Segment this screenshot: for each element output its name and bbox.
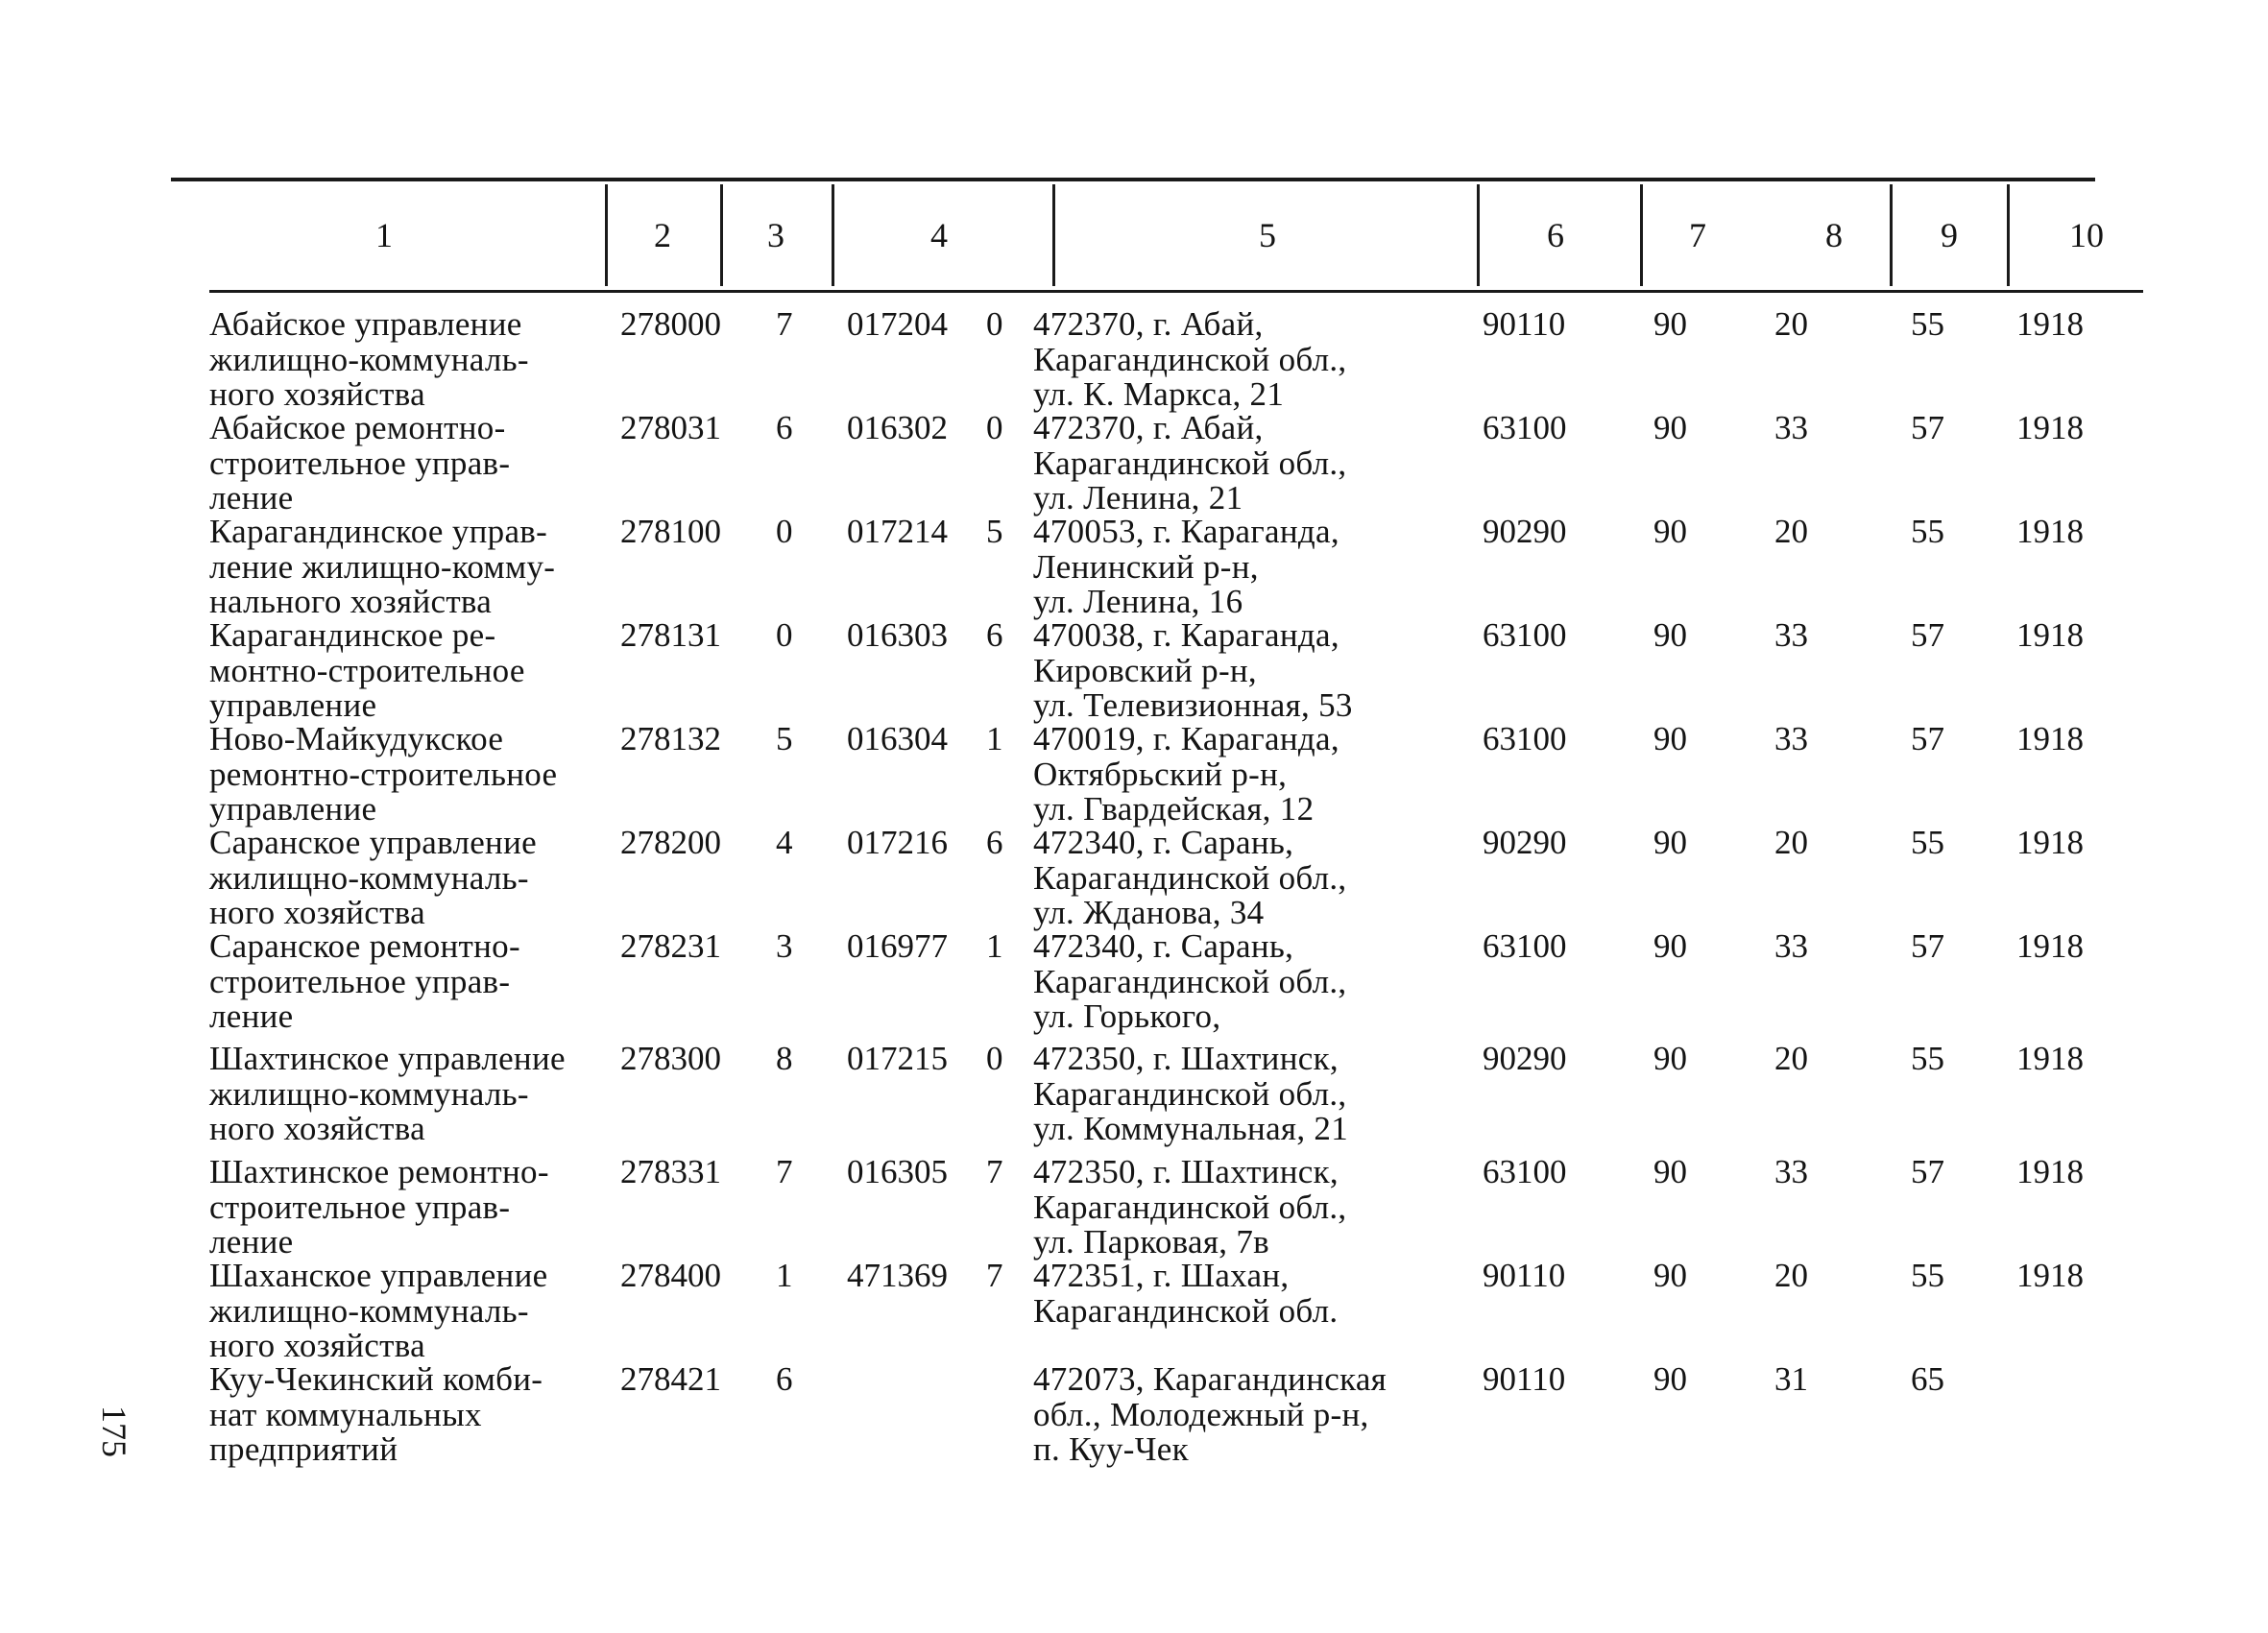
column-6-cell: 90110 <box>1483 1360 1566 1398</box>
code-cell: 278100 <box>620 513 721 550</box>
column-10-cell: 1918 <box>2016 824 2084 861</box>
address <box>1033 307 1347 413</box>
address-line: ул. Ленина, 21 <box>1033 479 1243 516</box>
address <box>1033 618 1353 724</box>
column-header-7: 7 <box>1689 216 1706 254</box>
address <box>1033 515 1339 620</box>
address-line: Ленинский р-н, <box>1033 547 1259 586</box>
address <box>1033 1259 1338 1329</box>
column-7-cell: 90 <box>1653 616 1687 654</box>
organization-name <box>209 1155 549 1261</box>
okonh-code-cell: 016977 <box>847 927 948 965</box>
organization-name <box>209 929 520 1035</box>
organization-name-line: ремонтно-строительное <box>209 755 558 793</box>
organization-name <box>209 1042 566 1147</box>
code-cell: 278200 <box>620 824 721 861</box>
organization-name-line: ного хозяйства <box>209 375 425 413</box>
column-7-cell: 90 <box>1653 1040 1687 1077</box>
okonh-digit-cell: 7 <box>986 1257 1003 1294</box>
column-6-cell: 90290 <box>1483 824 1567 861</box>
organization-name-line: предприятий <box>209 1430 398 1468</box>
organization-name-line: управление <box>209 686 377 724</box>
address-line: Карагандинской обл., <box>1033 962 1347 1000</box>
code-cell: 278000 <box>620 305 721 343</box>
column-6-cell: 63100 <box>1483 616 1567 654</box>
organization-name <box>209 826 537 931</box>
column-9-cell: 55 <box>1911 1257 1944 1294</box>
organization-name-line: Абайское ремонтно- <box>209 409 506 446</box>
address-line: Карагандинской обл., <box>1033 340 1347 378</box>
column-9-cell: 57 <box>1911 616 1944 654</box>
column-6-cell: 90290 <box>1483 1040 1567 1077</box>
address-line: ул. К. Маркса, 21 <box>1033 375 1285 413</box>
address <box>1033 929 1347 1035</box>
address-line: 472370, г. Абай, <box>1033 409 1264 446</box>
column-6-cell: 63100 <box>1483 409 1567 446</box>
organization-name-line: Куу-Чекинский комби- <box>209 1360 543 1398</box>
organization-name-line: Абайское управление <box>209 305 522 343</box>
address <box>1033 411 1347 516</box>
code-cell: 278300 <box>620 1040 721 1077</box>
column-10-cell: 1918 <box>2016 1257 2084 1294</box>
column-header-6: 6 <box>1547 216 1564 254</box>
column-10-cell: 1918 <box>2016 1040 2084 1077</box>
organization-name-line: ление <box>209 479 294 516</box>
column-8-cell: 33 <box>1774 1153 1808 1190</box>
column-header-5: 5 <box>1259 216 1276 254</box>
address-line: ул. Парковая, 7в <box>1033 1223 1269 1261</box>
code-cell: 278132 <box>620 720 721 757</box>
header-separator <box>605 184 608 286</box>
address-line: Карагандинской обл., <box>1033 858 1347 897</box>
column-8-cell: 33 <box>1774 409 1808 446</box>
organization-name <box>209 307 529 413</box>
organization-name-line: Шахтинское ремонтно- <box>209 1153 549 1190</box>
column-7-cell: 90 <box>1653 720 1687 757</box>
address <box>1033 722 1339 828</box>
organization-name-line: строительное управ- <box>209 962 511 1000</box>
column-8-cell: 33 <box>1774 616 1808 654</box>
column-7-cell: 90 <box>1653 824 1687 861</box>
column-6-cell: 90110 <box>1483 305 1566 343</box>
page-number: 175 <box>95 1405 133 1457</box>
address-line: п. Куу-Чек <box>1033 1430 1189 1468</box>
check-digit-cell: 7 <box>776 305 793 343</box>
column-10-cell: 1918 <box>2016 720 2084 757</box>
organization-name-line: Саранское управление <box>209 824 537 861</box>
okonh-digit-cell: 0 <box>986 305 1003 343</box>
organization-name <box>209 515 555 620</box>
organization-name-line: строительное управ- <box>209 444 511 482</box>
column-header-10: 10 <box>2069 216 2104 254</box>
organization-name-line: нат коммунальных <box>209 1395 482 1433</box>
okonh-code-cell: 017216 <box>847 824 948 861</box>
address-line: Карагандинской обл., <box>1033 444 1347 482</box>
check-digit-cell: 4 <box>776 824 793 861</box>
column-10-cell: 1918 <box>2016 1153 2084 1190</box>
check-digit-cell: 6 <box>776 1360 793 1398</box>
address-line: Карагандинской обл., <box>1033 1074 1347 1113</box>
okonh-code-cell: 017214 <box>847 513 948 550</box>
organization-name-line: Шаханское управление <box>209 1257 548 1294</box>
column-8-cell: 20 <box>1774 1040 1808 1077</box>
okonh-digit-cell: 6 <box>986 616 1003 654</box>
table-top-rule <box>171 178 2095 181</box>
organization-name-line: ление <box>209 1223 294 1261</box>
column-8-cell: 33 <box>1774 927 1808 965</box>
organization-name <box>209 411 510 516</box>
column-9-cell: 55 <box>1911 824 1944 861</box>
organization-name-line: Ново-Майкудукское <box>209 720 504 757</box>
column-10-cell: 1918 <box>2016 616 2084 654</box>
organization-name-line: строительное управ- <box>209 1188 511 1226</box>
header-separator <box>2007 184 2010 286</box>
check-digit-cell: 7 <box>776 1153 793 1190</box>
okonh-code-cell: 016302 <box>847 409 948 446</box>
check-digit-cell: 3 <box>776 927 793 965</box>
organization-name-line: Карагандинское ре- <box>209 616 496 654</box>
organization-name-line: жилищно-коммуналь- <box>209 1074 529 1113</box>
okonh-code-cell: 016303 <box>847 616 948 654</box>
check-digit-cell: 0 <box>776 616 793 654</box>
address <box>1033 1042 1348 1147</box>
column-header-8: 8 <box>1825 216 1843 254</box>
address-line: ул. Ленина, 16 <box>1033 583 1243 620</box>
column-9-cell: 65 <box>1911 1360 1944 1398</box>
header-separator <box>1640 184 1643 286</box>
column-9-cell: 57 <box>1911 720 1944 757</box>
column-8-cell: 31 <box>1774 1360 1808 1398</box>
organization-name-line: ного хозяйства <box>209 1110 425 1147</box>
column-header-2: 2 <box>654 216 671 254</box>
okonh-digit-cell: 5 <box>986 513 1003 550</box>
column-7-cell: 90 <box>1653 927 1687 965</box>
code-cell: 278131 <box>620 616 721 654</box>
organization-name-line: Шахтинское управление <box>209 1040 566 1077</box>
check-digit-cell: 1 <box>776 1257 793 1294</box>
address-line: 472351, г. Шахан, <box>1033 1257 1290 1294</box>
column-8-cell: 20 <box>1774 305 1808 343</box>
address-line: ул. Жданова, 34 <box>1033 894 1265 931</box>
column-6-cell: 63100 <box>1483 1153 1567 1190</box>
column-8-cell: 20 <box>1774 1257 1808 1294</box>
column-10-cell: 1918 <box>2016 927 2084 965</box>
okonh-code-cell: 017204 <box>847 305 948 343</box>
check-digit-cell: 5 <box>776 720 793 757</box>
okonh-digit-cell: 0 <box>986 1040 1003 1077</box>
header-bottom-rule <box>209 290 2143 293</box>
organization-name <box>209 1362 543 1468</box>
column-6-cell: 90110 <box>1483 1257 1566 1294</box>
address-line: Октябрьский р-н, <box>1033 755 1288 793</box>
column-9-cell: 57 <box>1911 927 1944 965</box>
organization-name-line: Карагандинское управ- <box>209 513 548 550</box>
column-9-cell: 57 <box>1911 1153 1944 1190</box>
column-7-cell: 90 <box>1653 409 1687 446</box>
address-line: 470053, г. Караганда, <box>1033 513 1339 550</box>
column-10-cell: 1918 <box>2016 409 2084 446</box>
okonh-digit-cell: 7 <box>986 1153 1003 1190</box>
address <box>1033 1362 1387 1468</box>
column-10-cell: 1918 <box>2016 305 2084 343</box>
code-cell: 278331 <box>620 1153 721 1190</box>
column-header-1: 1 <box>375 216 393 254</box>
organization-name <box>209 618 525 724</box>
address-line: ул. Телевизионная, 53 <box>1033 686 1353 724</box>
okonh-code-cell: 017215 <box>847 1040 948 1077</box>
address-line: 472340, г. Сарань, <box>1033 824 1294 861</box>
header-separator <box>832 184 834 286</box>
organization-name-line: ного хозяйства <box>209 894 425 931</box>
column-7-cell: 90 <box>1653 513 1687 550</box>
okonh-code-cell: 016305 <box>847 1153 948 1190</box>
okonh-code-cell: 471369 <box>847 1257 948 1294</box>
address-line: 472350, г. Шахтинск, <box>1033 1040 1339 1077</box>
column-6-cell: 63100 <box>1483 720 1567 757</box>
code-cell: 278400 <box>620 1257 721 1294</box>
organization-name-line: Саранское ремонтно- <box>209 927 520 965</box>
column-9-cell: 57 <box>1911 409 1944 446</box>
check-digit-cell: 6 <box>776 409 793 446</box>
check-digit-cell: 0 <box>776 513 793 550</box>
code-cell: 278421 <box>620 1360 721 1398</box>
column-header-3: 3 <box>767 216 784 254</box>
okonh-digit-cell: 1 <box>986 720 1003 757</box>
address-line: Карагандинской обл. <box>1033 1291 1339 1330</box>
address-line: Карагандинской обл., <box>1033 1188 1347 1226</box>
organization-name <box>209 1259 547 1364</box>
organization-name-line: ление жилищно-комму- <box>209 547 556 586</box>
column-7-cell: 90 <box>1653 1153 1687 1190</box>
okonh-code-cell: 016304 <box>847 720 948 757</box>
address-line: Кировский р-н, <box>1033 651 1257 689</box>
column-header-4: 4 <box>930 216 948 254</box>
organization-name-line: жилищно-коммуналь- <box>209 340 529 378</box>
column-6-cell: 90290 <box>1483 513 1567 550</box>
column-10-cell: 1918 <box>2016 513 2084 550</box>
organization-name-line: ного хозяйства <box>209 1327 425 1364</box>
header-separator <box>1052 184 1055 286</box>
address-line: 472340, г. Сарань, <box>1033 927 1294 965</box>
organization-name-line: жилищно-коммуналь- <box>209 1291 529 1330</box>
header-separator <box>1890 184 1893 286</box>
address <box>1033 1155 1347 1261</box>
column-8-cell: 20 <box>1774 513 1808 550</box>
organization-name-line: нального хозяйства <box>209 583 493 620</box>
column-7-cell: 90 <box>1653 1257 1687 1294</box>
column-header-9: 9 <box>1941 216 1958 254</box>
column-9-cell: 55 <box>1911 513 1944 550</box>
column-6-cell: 63100 <box>1483 927 1567 965</box>
code-cell: 278031 <box>620 409 721 446</box>
column-7-cell: 90 <box>1653 305 1687 343</box>
okonh-digit-cell: 1 <box>986 927 1003 965</box>
header-separator <box>1477 184 1480 286</box>
address-line: 472073, Карагандинская <box>1033 1360 1387 1398</box>
organization-name-line: управление <box>209 790 377 828</box>
column-8-cell: 20 <box>1774 824 1808 861</box>
address-line: обл., Молодежный р-н, <box>1033 1395 1369 1433</box>
address-line: ул. Коммунальная, 21 <box>1033 1110 1349 1147</box>
okonh-digit-cell: 0 <box>986 409 1003 446</box>
column-8-cell: 33 <box>1774 720 1808 757</box>
column-9-cell: 55 <box>1911 305 1944 343</box>
code-cell: 278231 <box>620 927 721 965</box>
column-9-cell: 55 <box>1911 1040 1944 1077</box>
check-digit-cell: 8 <box>776 1040 793 1077</box>
okonh-digit-cell: 6 <box>986 824 1003 861</box>
organization-name-line: жилищно-коммуналь- <box>209 858 529 897</box>
address-line: ул. Гвардейская, 12 <box>1033 790 1315 828</box>
organization-name-line: монтно-строительное <box>209 651 525 689</box>
address-line: ул. Горького, <box>1033 997 1221 1035</box>
column-7-cell: 90 <box>1653 1360 1687 1398</box>
address-line: 470019, г. Караганда, <box>1033 720 1339 757</box>
header-separator <box>720 184 723 286</box>
address <box>1033 826 1347 931</box>
address-line: 472350, г. Шахтинск, <box>1033 1153 1339 1190</box>
organization-name-line: ление <box>209 997 294 1035</box>
address-line: 470038, г. Караганда, <box>1033 616 1339 654</box>
organization-name <box>209 722 557 828</box>
address-line: 472370, г. Абай, <box>1033 305 1264 343</box>
